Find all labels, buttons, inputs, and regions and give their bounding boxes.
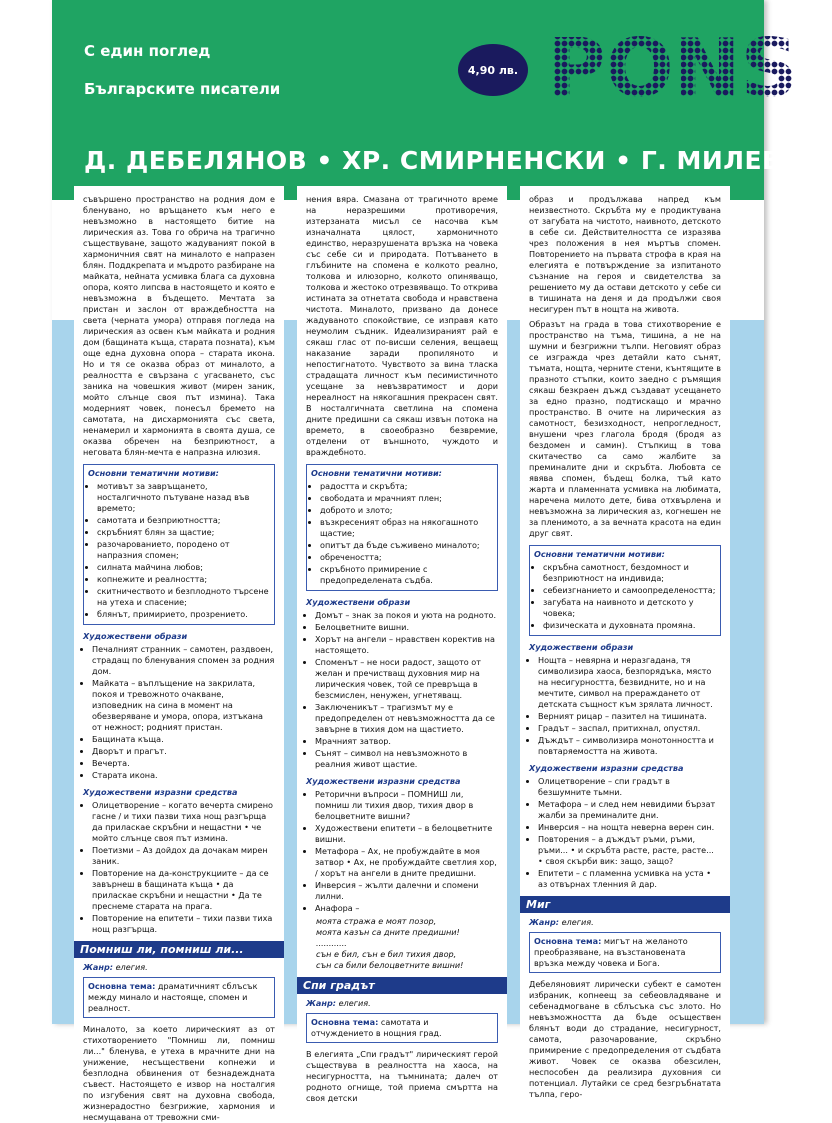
list-item: • Метафора – и след нем невидими бързат жалби за преминалите дни. xyxy=(538,799,721,821)
col3-outro: Дебеляновият лирически субект е самотен избраник, копнеещ за себеовладяване и себенадмогване в сблъсъка със злото. Но невъзможността да бъде осъществен блянът води до страдание, несигурност, самота, разочарование, скръбно примирение с предопределения от съдбата живот. Човек се оказва обезсилен, неспособен да реализира духовния си потенциал. Лутайки се сред безгръбнатата тълпа, геро- xyxy=(529,979,721,1099)
col2-outro: В елегията „Спи градът" лирическият герой съществува в реалността на хаоса, на несигурността, на тъмнината; далеч от родното огнище, той приема смъртта на своя детски xyxy=(306,1049,498,1103)
col3-intro-2: Образът на града в това стихотворение е пространство на тъма, тишина, а не на шумни и безгрижни тълпи. Неговият образ се изгражда чрез детайли като сънят, тъмата, нощта, черните стени, кънтящите в празното стъпки, които заедно с ръмящия сякаш безкраен дъжд създават усещането за едно празно, подтискащо и мрачно пространство. В очите на лирическия аз самотност, безизходност, непрогледност, внушени чрез глагола бродя (бродя аз бездомен и самин). Стъпкищ в това скитачество са само жалбите за преминалите дни и скръбта. Любовта се явява спомен, бъдещ болка, тъй като жарта и пламенната усмивка на любимата, наречена милото дете, бива отхвърлена и невъзможна за лирическия аз, когнешен не за пленимото, а за вечната красота на един друг свят. xyxy=(529,319,721,538)
authors-title: Д. ДЕБЕЛЯНОВ • ХР. СМИРНЕНСКИ • Г. МИЛЕВ xyxy=(84,146,782,175)
col2-poem-excerpt xyxy=(306,916,498,971)
list-item: • Поетизми – Аз дойдох да дочакам мирен заник. xyxy=(92,845,275,867)
list-item: • Инверсия – жълти далечни и спомени лилни. xyxy=(315,880,498,902)
col3-genre xyxy=(529,917,721,928)
col3-images-list xyxy=(529,655,721,757)
col3-motifs-box xyxy=(529,545,721,636)
poem-line: сън са били белоцветните вишни! xyxy=(316,960,464,970)
col3-images-title: Художествени образи xyxy=(529,642,634,652)
col1-motifs-title: Основни тематични мотиви: xyxy=(88,468,219,478)
list-item: • копнежите и реалността; xyxy=(97,574,270,585)
list-item: • Печалният странник – самотен, раздвоен, страдащ по бленувания спомен за родния дом. xyxy=(92,644,275,677)
column-1 xyxy=(74,186,284,1122)
col1-images-list xyxy=(83,644,275,781)
theme-label: Основна тема: xyxy=(311,1017,379,1027)
col1-theme-box xyxy=(83,977,275,1018)
list-item: • загубата на наивното и детското у човека; xyxy=(543,597,716,619)
genre-value: елегия. xyxy=(561,917,594,927)
list-item: • Мрачният затвор. xyxy=(315,736,498,747)
list-item: • Сънят – символ на невъзможното в реалния живот щастие. xyxy=(315,748,498,770)
series-subtitle: Българските писатели xyxy=(84,80,281,98)
col1-intro: съвършено пространство на родния дом е бленувано, но връщането към него е невъзможно в настоящето битие на лирическия аз. Това го обрича на трагично съществуване, защото жадуваният покой в хармоничния свят на миналото е напразен блян. Поддкрепата и мъдрото разбиране на майката, нейната усмивка блага са духовна опора, която липсва в настоящето и която е невъзможна в бъдещето. Мечтата за пристан и заслон от враждебността на света (черната умора) отправя погледа на лирическия аз освен към майката и родния дом (бащината къща, старата позната), към още една духовна опора – старата икона. Но и тя се оказва образ от миналото, а реалността е свързана с угасването, със заника на човешкия живот (мирен заник, мойто слънце своя път измина). Така модерният човек, понесъл бремето на самотата, на дисхармонията със света, ненамерил и хармонията в своята душа, се оказва обречен на безприютност, а неговата блян-мечта е напразна илюзия. xyxy=(83,194,276,457)
list-item: • Верният рицар – пазител на тишината. xyxy=(538,711,721,722)
col1-means-list xyxy=(83,800,275,935)
col3-means-list xyxy=(529,776,721,890)
list-item: • Домът – знак за покоя и уюта на родното. xyxy=(315,610,498,621)
list-item: • силната майчина любов; xyxy=(97,562,270,573)
col1-images-title: Художествени образи xyxy=(83,631,188,641)
list-item: • Старата икона. xyxy=(92,770,275,781)
list-item: • Нощта – невярна и неразгадана, тя символизира хаоса, безпорядъка, място на несигурността, безвидните, но и на мечтите, символ на преражданeто от детската същност към зрялата личност. xyxy=(538,655,721,710)
list-item: • Анафора – xyxy=(315,903,498,914)
col3-means-title: Художествени изразни средства xyxy=(529,763,684,773)
list-item: • Майката – въплъщение на закрилата, покоя и тревожното очакване, изповедник на сина в момент на обезверяване и умора, опора, изтъкана от нежност; родният пристан. xyxy=(92,678,275,733)
col2-section-title: Спи градът xyxy=(297,977,507,994)
pons-logo-text: PONS xyxy=(547,22,799,115)
poem-line: моята казън са дните предишни! xyxy=(316,927,460,937)
col1-means-title: Художествени изразни средства xyxy=(83,787,238,797)
col1-motifs-list xyxy=(88,481,270,620)
list-item: • скръбното примирение с предопределената съдба. xyxy=(320,564,493,586)
col1-section-title: Помниш ли, помниш ли... xyxy=(74,941,284,958)
list-item: • радостта и скръбта; xyxy=(320,481,493,492)
col1-motifs-box xyxy=(83,464,275,625)
list-item: • Повторения – а дъждът ръми, ръми, ръми... • и скръбта расте, расте, расте... • своя скърби вик: защо, защо? xyxy=(538,834,721,867)
genre-value: елегия. xyxy=(115,962,148,972)
list-item: • Олицетворение – спи градът в безшумните тьмни. xyxy=(538,776,721,798)
col2-motifs-box xyxy=(306,464,498,591)
theme-value: самотата и отчуждението в нощния град. xyxy=(311,1017,442,1038)
theme-label: Основна тема: xyxy=(534,936,602,946)
col2-images-title: Художествени образи xyxy=(306,597,411,607)
list-item: • Заключеникът – трагизмът му е предопределен от невъзможността да се завърне в тихия дом на щастието. xyxy=(315,702,498,735)
col2-motifs-title: Основни тематични мотиви: xyxy=(311,468,442,478)
col3-motifs-title: Основни тематични мотиви: xyxy=(534,549,665,559)
list-item: • Инверсия – на нощта неверна верен син. xyxy=(538,822,721,833)
genre-label: Жанр: xyxy=(529,917,559,927)
list-item: • скитничеството и безплодното търсене на утеха и спасение; xyxy=(97,586,270,608)
theme-value: драматичният сблъсък между минало и настояще, спомен и реалност. xyxy=(88,981,258,1013)
poem-line: сън е бил, сън е бил тихия двор, xyxy=(316,949,457,959)
book-cover xyxy=(52,0,799,1122)
col3-theme-box xyxy=(529,932,721,973)
price-badge: 4,90 лв. xyxy=(458,44,528,96)
list-item: • самотата и безприютността; xyxy=(97,515,270,526)
list-item: • обречеността; xyxy=(320,552,493,563)
list-item: • Дворът и прагът. xyxy=(92,746,275,757)
theme-value: мигът на желаното преобразяване, на възстановената връзка между човека и Бога. xyxy=(534,936,688,968)
genre-value: елегия. xyxy=(338,998,371,1008)
pons-logo-icon xyxy=(547,22,799,115)
list-item: • Споменът – не носи радост, защото от желан и пречистващ духовния мир на лирическия човек, той се превръща в безсмислен, ненужен, угнетяващ. xyxy=(315,657,498,701)
col1-outro: Миналото, за което лирическият аз от стихотворението "Помниш ли, помниш ли..." бленува, е утеха в мрачните дни на унижение, несъществени копнежи и безплодна обвинения от безнадеждната съвест. Настоящето е извор на носталгия по изгубения свят на духовна свобода, жизнерадостно безгрижие, хармония и несмущавана от тревожни сми- xyxy=(83,1024,275,1122)
list-item: • Художествени епитети – в белоцветните вишни. xyxy=(315,823,498,845)
col2-images-list xyxy=(306,610,498,770)
theme-label: Основна тема: xyxy=(88,981,156,991)
list-item: • Дъждът – символизира монотонността и повтаряемостта на живота. xyxy=(538,735,721,757)
list-item: • блянът, примирието, прозрението. xyxy=(97,609,270,620)
col2-means-list xyxy=(306,789,498,914)
list-item: • доброто и злото; xyxy=(320,505,493,516)
list-item: • възкресеният образ на някогашното щастие; xyxy=(320,517,493,539)
col3-motifs-list xyxy=(534,562,716,631)
genre-label: Жанр: xyxy=(306,998,336,1008)
cover-header xyxy=(52,0,799,200)
list-item: • опитът да бъде съживено миналото; xyxy=(320,540,493,551)
list-item: • Повторение на епитети – тихи пазви тиха нощ разгърща. xyxy=(92,913,275,935)
list-item: • Олицетворение – когато вечерта смирено гасне / и тихи пазви тиха нощ разгърща да приласкае скръбни и нещастни • че мойто слънце своя път измина. xyxy=(92,800,275,844)
list-item: • скръбна самотност, бездомност и безприютност на индивида; xyxy=(543,562,716,584)
list-item: • скръбният блян за щастие; xyxy=(97,527,270,538)
list-item: • Метафора – Ах, не пробуждайте в моя затвор • Ах, не пробуждайте светлия хор, / хорът на ангели в дните предишни. xyxy=(315,846,498,879)
col2-means-title: Художествени изразни средства xyxy=(306,776,461,786)
list-item: • Хорът на ангели – нравствен коректив на настоящето. xyxy=(315,634,498,656)
col2-motifs-list xyxy=(311,481,493,586)
col2-theme-box xyxy=(306,1013,498,1043)
col2-intro: нения вяра. Смазана от трагичното време на неразрешими противоречия, изтерзаната мисъл се насочва към изначалната цялост, хармоничното единство, неразрушената връзка на човека със себе си и природата. Потъването в глъбините на спомена е колкото реално, толкова и илюзорно, колкото опиняващо, толкова и жестоко отрезвяващо. То открива истината за отнетата свобода и нравствена чистота. Миналото, призвано да донесе жадуваното спокойствие, се изправя като неумолим съдник. Идеализираният рай е сякаш глас от по-висши селения, вещаещ наказание заради пропиляното и непостигнатото. Чувството за вина тласка страдащата личност към песимистичното усещане за невъзвратимост и дори нереалност на някогашния прекрасен свят. В носталгичната светлина на спомена дните предишни са сякаш извън потока на времето, в своеобразно безвремие, отделени от външното, чуждото и враждебното. xyxy=(306,194,498,457)
list-item: • Бащината къща. xyxy=(92,734,275,745)
col3-intro-1: образ и продължава напред към неизвестното. Скръбта му е продиктувана от загубата на чистото, наивното, детското в себе си. Действителността се изразява чрез положения в нея мъртъв спомен. Повторението на първата строфа в края на елегията е потвърждение за изпитаното съзнание на героя и свидетелства за решението му да остави детското у себе си в тишината на деня и да продължи своя несигурен път в нощта на живота. xyxy=(529,194,721,314)
list-item: • Епитети – с пламенна усмивка на уста • аз отвърнах тленния й дар. xyxy=(538,868,721,890)
col1-genre xyxy=(83,962,275,973)
poem-line: моята стража е моят позор, xyxy=(316,916,437,926)
list-item: • физическата и духовната промяна. xyxy=(543,620,716,631)
column-3 xyxy=(520,186,730,1099)
column-2 xyxy=(297,186,507,1103)
series-title: С един поглед xyxy=(84,42,211,60)
list-item: • Реторични въпроси – ПОМНИШ ли, помниш ли тихия двор, тихия двор в белоцветните вишни? xyxy=(315,789,498,822)
list-item: • Вечерта. xyxy=(92,758,275,769)
poem-line: ............ xyxy=(316,938,347,948)
list-item: • разочарованието, породено от напразния спомен; xyxy=(97,539,270,561)
list-item: • Градът – заспал, притихнал, опустял. xyxy=(538,723,721,734)
list-item: • Повторение на да-конструкциите – да се завърнеш в бащината къща • да приласкае скръбни и нещастни • Да те преснеме старата на прага. xyxy=(92,868,275,912)
list-item: • Белоцветните вишни. xyxy=(315,622,498,633)
list-item: • себеизгнанието и самоопределеността; xyxy=(543,585,716,596)
list-item: • мотивът за завръщането, носталгичното пътуване назад във времето; xyxy=(97,481,270,514)
col2-genre xyxy=(306,998,498,1009)
genre-label: Жанр: xyxy=(83,962,113,972)
col3-section-title: Миг xyxy=(520,896,730,913)
list-item: • свободата и мрачният плен; xyxy=(320,493,493,504)
